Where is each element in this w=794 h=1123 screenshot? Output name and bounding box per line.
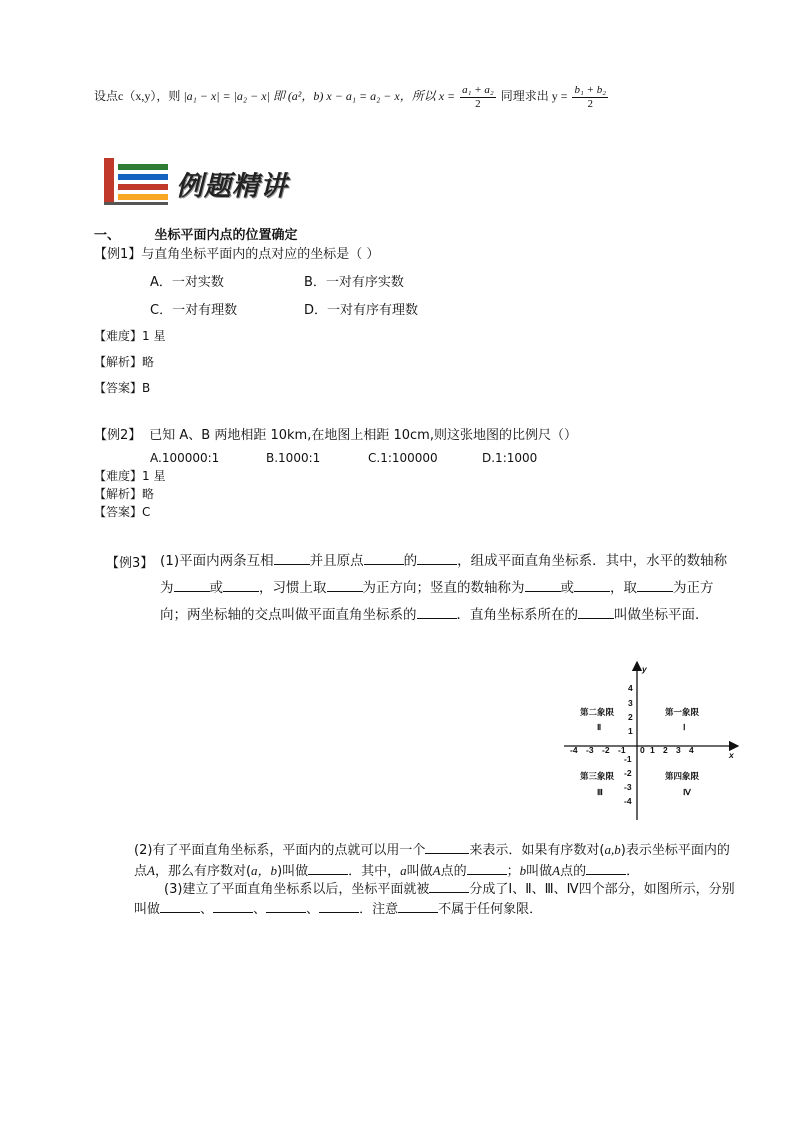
blank[interactable] xyxy=(308,862,348,875)
coordinate-figure xyxy=(560,658,750,824)
y-tick: 1 xyxy=(628,726,633,736)
quadrant-1-num: Ⅰ xyxy=(683,722,686,732)
formula-intro: 设点c（x,y），则 xyxy=(94,89,181,103)
quadrant-3-num: Ⅲ xyxy=(597,787,603,797)
y-tick: -2 xyxy=(624,768,632,778)
blank[interactable] xyxy=(525,579,561,592)
quadrant-2-label: 第二象限 xyxy=(580,707,615,717)
blank[interactable] xyxy=(160,900,200,913)
blank[interactable] xyxy=(364,552,404,565)
blank[interactable] xyxy=(213,900,253,913)
ex2-difficulty: 【难度】1 星 xyxy=(94,469,166,483)
x-tick: -4 xyxy=(570,745,578,755)
ex2-option-d: D.1:1000 xyxy=(482,451,538,465)
x-tick: 4 xyxy=(689,745,694,755)
x-tick: -2 xyxy=(602,745,610,755)
blank[interactable] xyxy=(429,880,469,893)
x-tick: 3 xyxy=(676,745,681,755)
blank[interactable] xyxy=(417,606,457,619)
ex2-question: 【例2】 已知 A、B 两地相距 10km,在地图上相距 10cm,则这张地图的比例尺（） xyxy=(94,428,577,443)
blank[interactable] xyxy=(578,606,614,619)
x-tick: 1 xyxy=(650,745,655,755)
blank[interactable] xyxy=(467,862,507,875)
formula-tail: 同理求出 y = xyxy=(500,89,568,103)
ex1-option-c: C．一对有理数 xyxy=(150,303,238,318)
section-banner xyxy=(102,156,302,208)
quadrant-4-label: 第四象限 xyxy=(665,771,700,781)
ex1-option-b: B．一对有序实数 xyxy=(304,275,404,290)
blank[interactable] xyxy=(274,552,310,565)
section-title: 坐标平面内点的位置确定 xyxy=(154,228,298,243)
blank[interactable] xyxy=(398,900,438,913)
ex1-option-d: D．一对有序有理数 xyxy=(304,303,419,318)
y-tick: -3 xyxy=(624,782,632,792)
ex3-tag: 【例3】 xyxy=(106,556,154,571)
ex2-analysis: 【解析】略 xyxy=(94,487,155,501)
ex1-analysis: 【解析】略 xyxy=(94,355,155,369)
ex3-paragraph-3: (3)建立了平面直角坐标系以后，坐标平面就被 分成了Ⅰ、Ⅱ、Ⅲ、Ⅳ四个部分，如图所示，分别叫做 、 、 、 ．注意 不属于任何象限． xyxy=(134,882,735,917)
formula-mid: 即 (a²，b) x − a₁ = a₂ − x，所以 x = xyxy=(272,89,456,103)
section-heading xyxy=(94,224,298,243)
fraction-y: $\frac{\text{b₁ + b₂}}{2}$ xyxy=(574,83,607,110)
fraction-x: $\frac{\text{a₁ + a₂}}{2}$ xyxy=(462,83,494,110)
blank[interactable] xyxy=(425,841,469,854)
y-tick: 4 xyxy=(628,683,633,693)
quadrant-1-label: 第一象限 xyxy=(665,707,700,717)
ex2-option-b: B.1000:1 xyxy=(266,451,321,465)
y-tick: -4 xyxy=(624,796,632,806)
book-stack-icon xyxy=(102,156,172,208)
top-formula xyxy=(94,82,610,111)
y-tick: 2 xyxy=(628,712,633,722)
x-tick: -1 xyxy=(618,745,626,755)
y-tick: 3 xyxy=(628,698,633,708)
origin-label: 0 xyxy=(640,745,645,755)
y-tick: -1 xyxy=(624,754,632,764)
blank[interactable] xyxy=(586,862,626,875)
ex1-option-a: A．一对实数 xyxy=(150,275,224,290)
coordinate-plane xyxy=(560,658,750,824)
x-tick: 2 xyxy=(663,745,668,755)
formula-abs: |a₁ − x| = |a₂ − x| xyxy=(183,89,270,103)
x-tick: -3 xyxy=(586,745,594,755)
blank[interactable] xyxy=(174,579,210,592)
section-number: 一、 xyxy=(94,228,121,243)
x-axis-label: x xyxy=(729,750,734,760)
blank[interactable] xyxy=(319,900,359,913)
blank[interactable] xyxy=(266,900,306,913)
banner-title: 例题精讲 xyxy=(176,171,288,202)
quadrant-4-num: Ⅳ xyxy=(683,787,691,797)
y-axis-label: y xyxy=(642,664,647,674)
ex1-difficulty: 【难度】1 星 xyxy=(94,329,166,343)
ex1-answer: 【答案】B xyxy=(94,381,151,395)
blank[interactable] xyxy=(637,579,673,592)
quadrant-3-label: 第三象限 xyxy=(580,771,615,781)
blank[interactable] xyxy=(223,579,259,592)
ex2-option-c: C.1:100000 xyxy=(368,451,438,465)
quadrant-2-num: Ⅱ xyxy=(597,722,602,732)
blank[interactable] xyxy=(574,579,610,592)
ex3-paragraph-2: (2)有了平面直角坐标系，平面内的点就可以用一个 来表示．如果有序数对(a,b)表示坐标平面内的点A，那么有序数对(a，b)叫做 ．其中，a叫做A点的 ；b叫做A点的 ． xyxy=(134,842,730,879)
ex2-option-a: A.100000:1 xyxy=(150,451,220,465)
ex1-question: 【例1】与直角坐标平面内的点对应的坐标是（ ） xyxy=(94,247,380,262)
ex2-answer: 【答案】C xyxy=(94,505,151,519)
ex3-paragraph-1: (1)平面内两条互相 并且原点 的 ，组成平面直角坐标系．其中，水平的数轴称为 或 ，习惯上取 为正方向；竖直的数轴称为 或 ，取 为正方向；两坐标轴的交点叫做平面直角坐标系的 ．直角坐标系所在的 叫做坐标平面． xyxy=(160,553,728,623)
blank[interactable] xyxy=(327,579,363,592)
blank[interactable] xyxy=(417,552,457,565)
